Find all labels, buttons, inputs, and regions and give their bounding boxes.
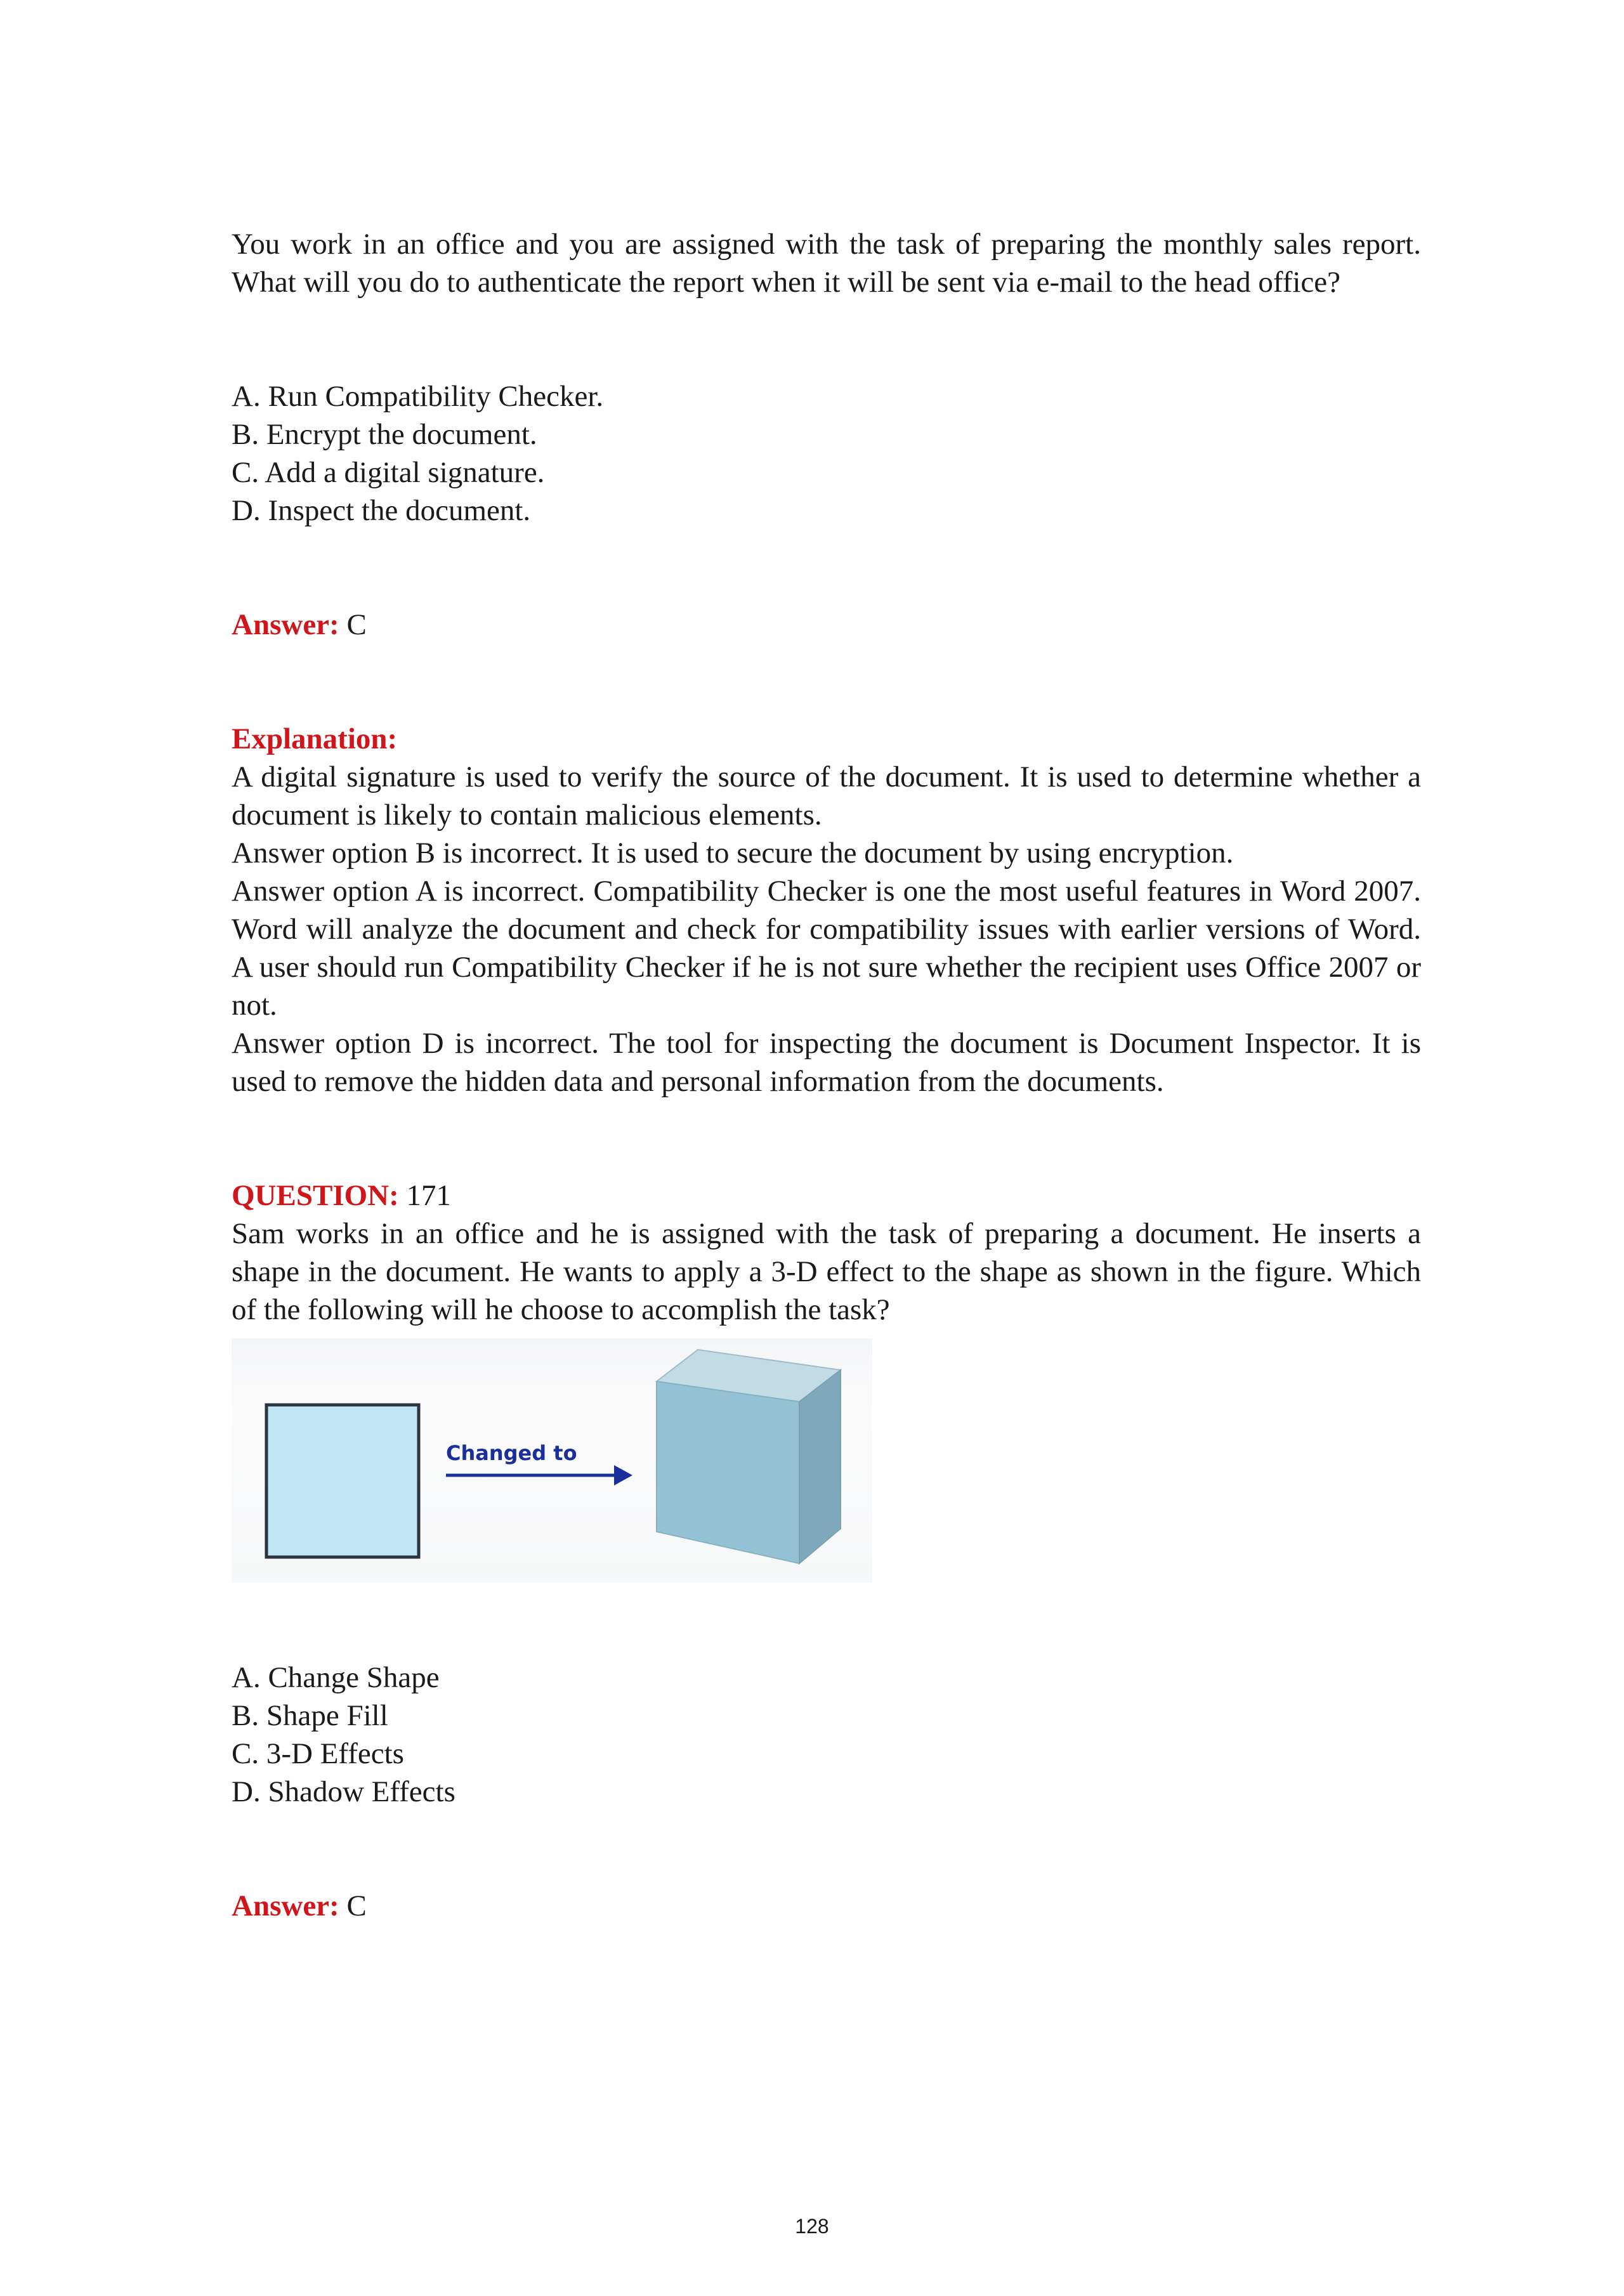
option-d: D. Shadow Effects — [232, 1775, 455, 1808]
option-a: A. Change Shape — [232, 1661, 440, 1694]
question-text: You work in an office and you are assigned with the task of preparing the monthly sales report. What will you do to authenticate the report when it will be sent via e-mail to the head office? — [232, 228, 1421, 299]
answer-line — [232, 606, 1421, 644]
option-b: B. Shape Fill — [232, 1699, 388, 1732]
question-number: 171 — [406, 1179, 452, 1212]
question-label: QUESTION: — [232, 1179, 399, 1212]
option-c: C. Add a digital signature. — [232, 456, 545, 489]
shape-figure — [232, 1338, 872, 1582]
flat-square-shape — [266, 1405, 419, 1557]
page-number: 128 — [795, 2215, 829, 2238]
answer-line — [232, 1887, 1421, 1925]
option-d: D. Inspect the document. — [232, 494, 531, 527]
explanation-line: Answer option D is incorrect. The tool for inspecting the document is Document Inspector. It is used to remove the hidden data and personal information from the documents. — [232, 1027, 1421, 1098]
arrow-icon — [446, 1465, 632, 1485]
page-content — [232, 225, 1421, 1925]
cube-3d-shape — [657, 1350, 841, 1563]
option-b: B. Encrypt the document. — [232, 418, 537, 451]
explanation-heading: Explanation: — [232, 722, 398, 755]
explanation-line: Answer option A is incorrect. Compatibility Checker is one the most useful features in Word 2007. Word will analyze the document and check for compatibility issues with earlier versions of Word. A user should run Compatibility Checker if he is not sure whether the recipient uses Office 2007 or not. — [232, 875, 1421, 1022]
option-c: C. 3-D Effects — [232, 1737, 404, 1770]
shape-figure-svg — [232, 1338, 872, 1582]
question-heading — [232, 1177, 1421, 1215]
answer-label: Answer: — [232, 1889, 339, 1922]
answer-label: Answer: — [232, 608, 339, 641]
options-list — [232, 1659, 1421, 1811]
options-list — [232, 377, 1421, 530]
question-text: Sam works in an office and he is assigned with the task of preparing a document. He inserts a shape in the document. He wants to apply a 3-D effect to the shape as shown in the figure. Which of the following will he choose to accomplish the task? — [232, 1217, 1421, 1326]
explanation-line: Answer option B is incorrect. It is used to secure the document by using encryption. — [232, 837, 1234, 870]
option-a: A. Run Compatibility Checker. — [232, 380, 604, 413]
arrow-label: Changed to — [446, 1441, 577, 1465]
answer-value: C — [346, 608, 367, 641]
answer-value: C — [346, 1889, 367, 1922]
explanation-line: A digital signature is used to verify the source of the document. It is used to determine whether a document is likely to contain malicious elements. — [232, 760, 1421, 832]
